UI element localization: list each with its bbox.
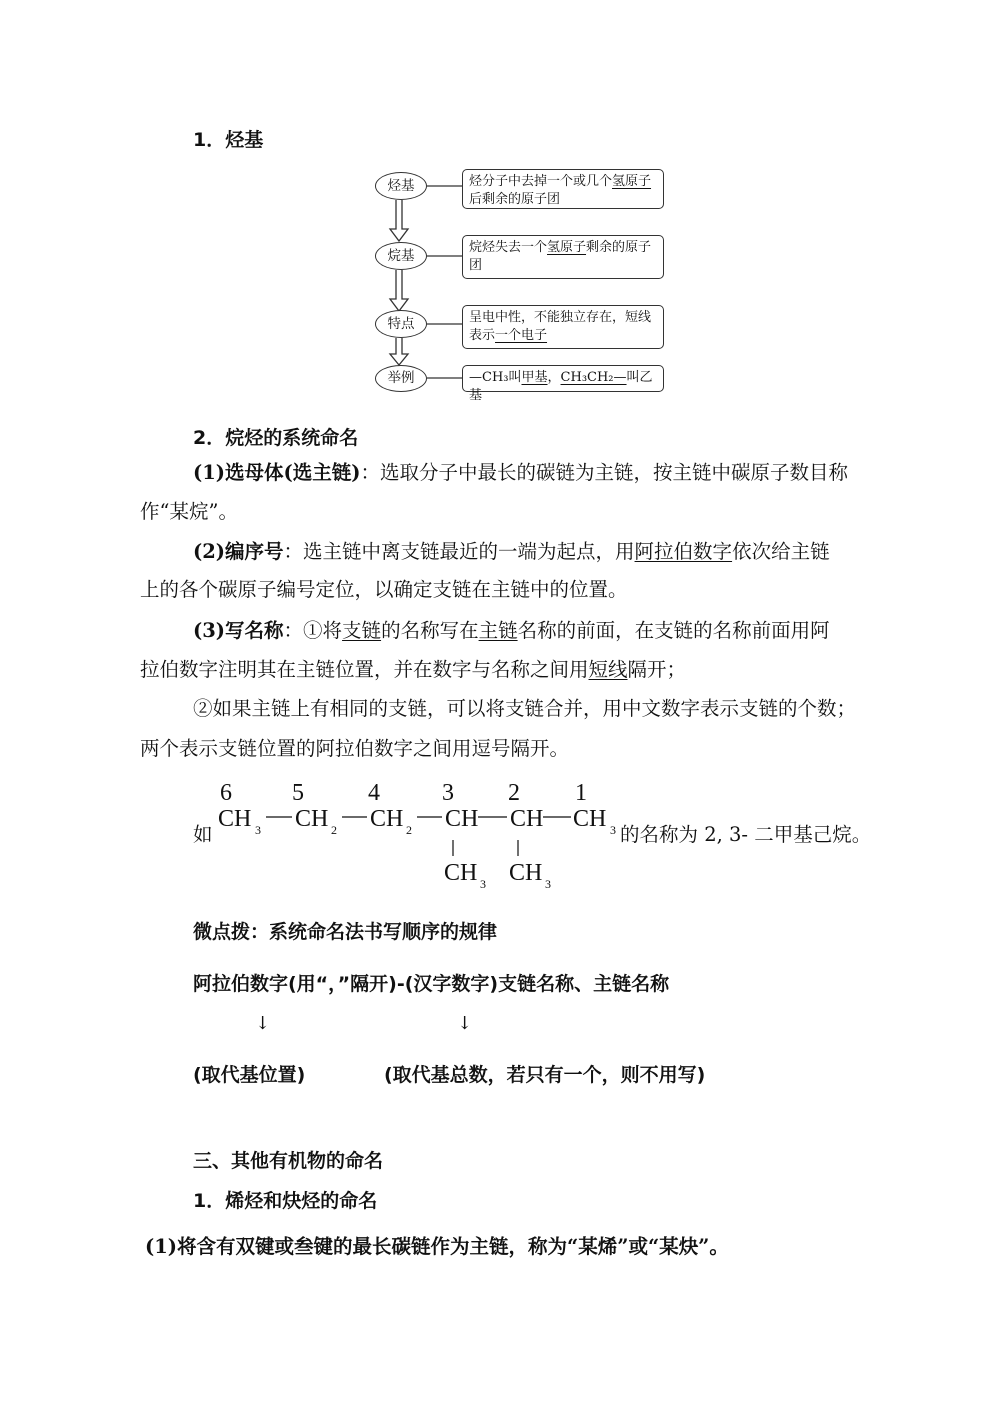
box-text: 叫乙基	[469, 370, 653, 403]
paragraph-text: 拉伯数字注明其在主链位置，并在数字与名称之间用	[140, 658, 589, 681]
paragraph-text: (1)将含有双键或叁键的最长碳链作为主链，称为“某烯”或“某炔”。	[145, 1235, 729, 1258]
down-arrow-icon	[390, 338, 408, 365]
paragraph-line	[193, 621, 830, 641]
paragraph-line: 上的各个碳原子编号定位，以确定支链在主链中的位置。	[140, 578, 628, 601]
box-underlined-text: 氢原子	[547, 240, 587, 255]
down-arrow-icon: ↓	[457, 1013, 473, 1034]
sub-heading-alkene-alkyne: 1．烯烃和炔烃的命名	[193, 1190, 378, 1212]
paragraph-text: 名称的前面，在支链的名称前面用阿	[517, 619, 830, 642]
step-label: (1)选母体(选主链)	[193, 461, 361, 484]
subscript: 3	[480, 877, 486, 891]
paragraph-text: 依次给主链	[732, 540, 830, 563]
paragraph-line: ②如果主链上有相同的支链，可以将支链合并，用中文数字表示支链的个数；	[193, 697, 857, 720]
carbon-number: 4	[368, 780, 380, 806]
carbon-number: 6	[220, 780, 232, 806]
diagram-definition-box	[462, 169, 664, 209]
diagram-oval-label: 特点	[375, 310, 427, 338]
carbon-group: CH	[510, 806, 544, 832]
down-arrow-icon	[390, 200, 408, 241]
box-text: 后剩余的原子团	[469, 192, 561, 207]
section-heading-hydrocarbyl: 1．烃基	[193, 129, 264, 151]
paragraph-line	[145, 1237, 729, 1257]
hydrocarbyl-concept-diagram	[370, 165, 670, 403]
box-text: —CH₃叫	[469, 370, 522, 385]
paragraph-text: 的名称写在	[381, 619, 479, 642]
branch-group: CH	[444, 860, 478, 886]
diagram-oval-label: 烷基	[375, 242, 427, 270]
diagram-oval-label: 烃基	[375, 172, 427, 200]
subscript: 2	[331, 823, 337, 837]
down-arrow-icon: ↓	[255, 1013, 271, 1034]
subscript: 3	[255, 823, 261, 837]
step-label: (3)写名称	[193, 619, 284, 642]
carbon-group: CH	[445, 806, 479, 832]
paragraph-text: ：选主链中离支链最近的一端为起点，用	[283, 540, 635, 563]
step-label: (2)编序号	[193, 540, 284, 563]
subscript: 3	[610, 823, 616, 837]
paragraph-line	[193, 463, 848, 483]
paragraph-line	[140, 660, 686, 680]
carbon-group: CH	[295, 806, 329, 832]
tip-note-count: (取代基总数，若只有一个，则不用写)	[384, 1064, 706, 1086]
carbon-group: CH	[218, 806, 252, 832]
tip-title: 微点拨：系统命名法书写顺序的规律	[193, 921, 498, 943]
underlined-term: 阿拉伯数字	[634, 540, 733, 563]
carbon-group: CH	[370, 806, 404, 832]
box-text: ，	[547, 370, 561, 385]
naming-rule: 阿拉伯数字(用“，”隔开)-(汉字数字)支链名称、主链名称	[193, 973, 670, 995]
paragraph-text: ：选取分子中最长的碳链为主链，按主链中碳原子数目称	[360, 461, 848, 484]
diagram-oval-label: 举例	[375, 365, 427, 392]
subscript: 3	[545, 877, 551, 891]
down-arrow-icon	[390, 270, 408, 311]
box-text: 剩余的原子团	[469, 240, 652, 273]
box-text: 呈电中性，不能独立存在，短线表示	[469, 310, 652, 343]
example-prefix: 如	[193, 823, 213, 846]
example-suffix: 的名称为 2, 3- 二甲基己烷。	[620, 823, 872, 846]
diagram-definition-box	[462, 235, 664, 279]
underlined-term: 主链	[478, 619, 518, 642]
underlined-term: 支链	[342, 619, 382, 642]
carbon-number: 5	[292, 780, 304, 806]
branch-group: CH	[509, 860, 543, 886]
paragraph-line: 两个表示支链位置的阿拉伯数字之间用逗号隔开。	[140, 737, 570, 760]
carbon-number: 2	[508, 780, 520, 806]
diagram-definition-box	[462, 305, 664, 349]
carbon-number: 3	[442, 780, 454, 806]
box-text: 烷烃失去一个	[469, 240, 548, 255]
box-underlined-text: 一个电子	[495, 328, 548, 343]
box-text: 烃分子中去掉一个或几个	[469, 174, 613, 189]
carbon-group: CH	[573, 806, 607, 832]
section-heading-other-organics: 三、其他有机物的命名	[193, 1150, 384, 1172]
underlined-term: 短线	[588, 658, 628, 681]
paragraph-text: 隔开；	[627, 658, 687, 681]
paragraph-line: 作“某烷”。	[140, 500, 238, 523]
box-underlined-text: 甲基	[521, 370, 548, 385]
carbon-number: 1	[575, 780, 587, 806]
paragraph-line	[193, 542, 830, 562]
section-heading-alkane-naming: 2．烷烃的系统命名	[193, 427, 359, 449]
subscript: 2	[406, 823, 412, 837]
tip-note-position: (取代基位置)	[193, 1064, 306, 1086]
box-underlined-text: CH₃CH₂—	[560, 370, 627, 385]
paragraph-text: ：①将	[283, 619, 343, 642]
diagram-definition-box	[462, 365, 664, 403]
box-underlined-text: 氢原子	[612, 174, 652, 189]
